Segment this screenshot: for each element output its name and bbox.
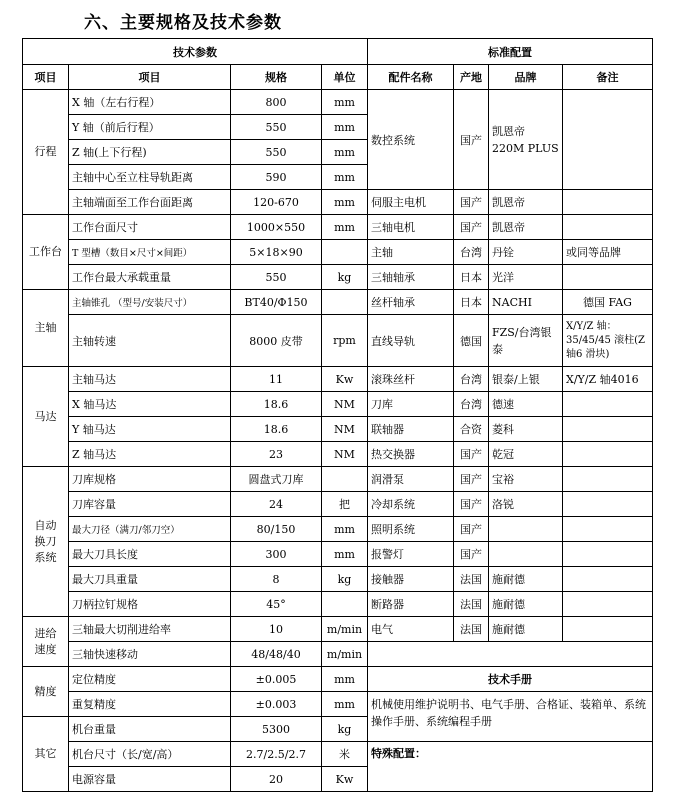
tech-item: 重复精度	[69, 692, 231, 717]
tech-spec: ±0.003	[231, 692, 322, 717]
tech-item: 主轴转速	[69, 315, 231, 367]
col-header-item: 项目	[69, 65, 231, 90]
std-note	[563, 617, 653, 642]
std-note	[563, 542, 653, 567]
tech-unit: 米	[322, 742, 368, 767]
tech-unit: mm	[322, 190, 368, 215]
std-brand: NACHI	[489, 290, 563, 315]
tech-unit: Kw	[322, 367, 368, 392]
tech-unit	[322, 467, 368, 492]
tech-item: 主轴马达	[69, 367, 231, 392]
tech-unit: kg	[322, 567, 368, 592]
tech-unit: NM	[322, 392, 368, 417]
tech-unit: rpm	[322, 315, 368, 367]
std-name: 报警灯	[368, 542, 454, 567]
tech-unit: mm	[322, 90, 368, 115]
std-note	[563, 417, 653, 442]
std-name: 接触器	[368, 567, 454, 592]
std-origin: 法国	[454, 617, 489, 642]
tech-spec: BT40/Φ150	[231, 290, 322, 315]
tech-unit: mm	[322, 165, 368, 190]
manual-header: 技术手册	[368, 667, 653, 692]
std-name: 冷却系统	[368, 492, 454, 517]
tech-spec: 45°	[231, 592, 322, 617]
std-origin: 国产	[454, 492, 489, 517]
std-name: 三轴轴承	[368, 265, 454, 290]
tech-item: 工作台面尺寸	[69, 215, 231, 240]
std-note	[563, 492, 653, 517]
tech-unit: mm	[322, 215, 368, 240]
tech-unit: mm	[322, 517, 368, 542]
tech-unit: mm	[322, 115, 368, 140]
tech-spec: 2.7/2.5/2.7	[231, 742, 322, 767]
special-config-label: 特殊配置：	[368, 742, 653, 792]
std-origin: 国产	[454, 467, 489, 492]
std-note	[563, 265, 653, 290]
category-table: 工作台	[23, 215, 69, 290]
tech-spec: 圆盘式刀库	[231, 467, 322, 492]
tech-unit: mm	[322, 542, 368, 567]
std-note	[563, 215, 653, 240]
std-brand: 施耐德	[489, 592, 563, 617]
tech-spec: 300	[231, 542, 322, 567]
tech-item: 刀库规格	[69, 467, 231, 492]
std-name: 三轴电机	[368, 215, 454, 240]
tech-spec: 80/150	[231, 517, 322, 542]
std-brand: 宝裕	[489, 467, 563, 492]
category-motor: 马达	[23, 367, 69, 467]
tech-item: 工作台最大承载重量	[69, 265, 231, 290]
std-brand: 施耐德	[489, 617, 563, 642]
tech-spec: 48/48/40	[231, 642, 322, 667]
std-note	[563, 442, 653, 467]
col-header-unit: 单位	[322, 65, 368, 90]
tech-spec: 5300	[231, 717, 322, 742]
std-brand	[489, 542, 563, 567]
std-note: X/Y/Z 轴4016	[563, 367, 653, 392]
std-brand: 银泰/上银	[489, 367, 563, 392]
tech-unit	[322, 592, 368, 617]
category-precision: 精度	[23, 667, 69, 717]
tech-spec: 550	[231, 140, 322, 165]
std-name: 润滑泵	[368, 467, 454, 492]
std-note	[563, 517, 653, 542]
std-origin: 法国	[454, 592, 489, 617]
tech-item: 定位精度	[69, 667, 231, 692]
std-name: 电气	[368, 617, 454, 642]
category-feed-label: 进给速度	[34, 626, 57, 656]
tech-item: 机台尺寸（长/宽/高）	[69, 742, 231, 767]
std-origin: 合资	[454, 417, 489, 442]
std-brand: 施耐德	[489, 567, 563, 592]
tech-unit: Kw	[322, 767, 368, 792]
std-origin: 台湾	[454, 240, 489, 265]
tech-spec: 8000 皮带	[231, 315, 322, 367]
col-header-brand: 品牌	[489, 65, 563, 90]
tech-item: 三轴快速移动	[69, 642, 231, 667]
std-brand: 光洋	[489, 265, 563, 290]
col-header-category: 项目	[23, 65, 69, 90]
std-brand: 洛锐	[489, 492, 563, 517]
tech-unit: NM	[322, 442, 368, 467]
tech-spec: 8	[231, 567, 322, 592]
tech-item: 机台重量	[69, 717, 231, 742]
std-empty	[368, 642, 653, 667]
tech-spec: 1000×550	[231, 215, 322, 240]
std-name: 主轴	[368, 240, 454, 265]
manual-text: 机械使用维护说明书、电气手册、合格证、装箱单、系统操作手册、系统编程手册	[368, 692, 653, 742]
std-brand: 乾冠	[489, 442, 563, 467]
category-atc	[23, 467, 69, 617]
tech-item: Z 轴马达	[69, 442, 231, 467]
std-note: X/Y/Z 轴：35/45/45 滚柱(Z 轴6 滑块)	[563, 315, 653, 367]
tech-unit: NM	[322, 417, 368, 442]
std-name: 伺服主电机	[368, 190, 454, 215]
standard-config-header: 标准配置	[368, 39, 653, 65]
tech-unit: kg	[322, 265, 368, 290]
page-title: 六、主要规格及技术参数	[84, 13, 282, 33]
category-atc-label: 自动换刀系统	[34, 518, 57, 564]
tech-unit: 把	[322, 492, 368, 517]
category-travel: 行程	[23, 90, 69, 215]
std-origin: 法国	[454, 567, 489, 592]
col-header-note: 备注	[563, 65, 653, 90]
std-origin: 国产	[454, 215, 489, 240]
std-origin: 国产	[454, 442, 489, 467]
tech-spec: 800	[231, 90, 322, 115]
tech-item: 主轴锥孔 （型号/安装尺寸）	[69, 290, 231, 315]
std-origin: 国产	[454, 90, 489, 190]
std-name: 直线导轨	[368, 315, 454, 367]
std-origin: 德国	[454, 315, 489, 367]
tech-item: X 轴马达	[69, 392, 231, 417]
std-name: 数控系统	[368, 90, 454, 190]
tech-unit: mm	[322, 692, 368, 717]
tech-item: 电源容量	[69, 767, 231, 792]
std-note	[563, 592, 653, 617]
tech-unit	[322, 290, 368, 315]
std-note	[563, 467, 653, 492]
std-brand: 丹铨	[489, 240, 563, 265]
std-origin: 日本	[454, 290, 489, 315]
tech-spec: 23	[231, 442, 322, 467]
col-header-spec: 规格	[231, 65, 322, 90]
std-origin: 国产	[454, 517, 489, 542]
tech-unit: mm	[322, 140, 368, 165]
std-name: 联轴器	[368, 417, 454, 442]
tech-item: T 型槽（数目×尺寸×间距）	[69, 240, 231, 265]
tech-item: 最大刀具重量	[69, 567, 231, 592]
category-feed	[23, 617, 69, 667]
std-note	[563, 90, 653, 190]
std-note	[563, 190, 653, 215]
std-note	[563, 392, 653, 417]
std-brand: FZS/台湾银泰	[489, 315, 563, 367]
std-note: 或同等品牌	[563, 240, 653, 265]
std-brand: 德速	[489, 392, 563, 417]
tech-spec: 120-670	[231, 190, 322, 215]
std-name: 热交换器	[368, 442, 454, 467]
tech-unit	[322, 240, 368, 265]
tech-params-header: 技术参数	[23, 39, 368, 65]
std-brand: 菱科	[489, 417, 563, 442]
std-note: 德国 FAG	[563, 290, 653, 315]
std-origin: 国产	[454, 190, 489, 215]
tech-item: 三轴最大切削进给率	[69, 617, 231, 642]
std-brand: 凯恩帝	[489, 190, 563, 215]
tech-spec: 550	[231, 265, 322, 290]
tech-unit: mm	[322, 667, 368, 692]
tech-spec: ±0.005	[231, 667, 322, 692]
std-note	[563, 567, 653, 592]
std-origin: 台湾	[454, 367, 489, 392]
std-origin: 台湾	[454, 392, 489, 417]
tech-item: Y 轴（前后行程）	[69, 115, 231, 140]
tech-item: 最大刀具长度	[69, 542, 231, 567]
tech-item: 主轴端面至工作台面距离	[69, 190, 231, 215]
tech-spec: 18.6	[231, 417, 322, 442]
tech-spec: 590	[231, 165, 322, 190]
tech-item: 刀柄拉钉规格	[69, 592, 231, 617]
tech-item: 最大刀径（满刀/邻刀空）	[69, 517, 231, 542]
tech-item: 主轴中心至立柱导轨距离	[69, 165, 231, 190]
tech-spec: 11	[231, 367, 322, 392]
tech-spec: 550	[231, 115, 322, 140]
tech-item: 刀库容量	[69, 492, 231, 517]
tech-item: Y 轴马达	[69, 417, 231, 442]
tech-spec: 5×18×90	[231, 240, 322, 265]
std-name: 刀库	[368, 392, 454, 417]
tech-spec: 18.6	[231, 392, 322, 417]
std-brand: 凯恩帝 220M PLUS	[489, 90, 563, 190]
tech-unit: m/min	[322, 642, 368, 667]
spec-table	[22, 38, 653, 792]
tech-item: Z 轴(上下行程)	[69, 140, 231, 165]
std-name: 照明系统	[368, 517, 454, 542]
std-name: 断路器	[368, 592, 454, 617]
std-name: 滚珠丝杆	[368, 367, 454, 392]
tech-spec: 10	[231, 617, 322, 642]
std-origin: 国产	[454, 542, 489, 567]
std-brand	[489, 517, 563, 542]
std-origin: 日本	[454, 265, 489, 290]
col-header-origin: 产地	[454, 65, 489, 90]
std-brand: 凯恩帝	[489, 215, 563, 240]
tech-item: X 轴（左右行程）	[69, 90, 231, 115]
tech-unit: kg	[322, 717, 368, 742]
col-header-part-name: 配件名称	[368, 65, 454, 90]
tech-unit: m/min	[322, 617, 368, 642]
tech-spec: 20	[231, 767, 322, 792]
tech-spec: 24	[231, 492, 322, 517]
category-other: 其它	[23, 717, 69, 792]
std-name: 丝杆轴承	[368, 290, 454, 315]
category-spindle: 主轴	[23, 290, 69, 367]
